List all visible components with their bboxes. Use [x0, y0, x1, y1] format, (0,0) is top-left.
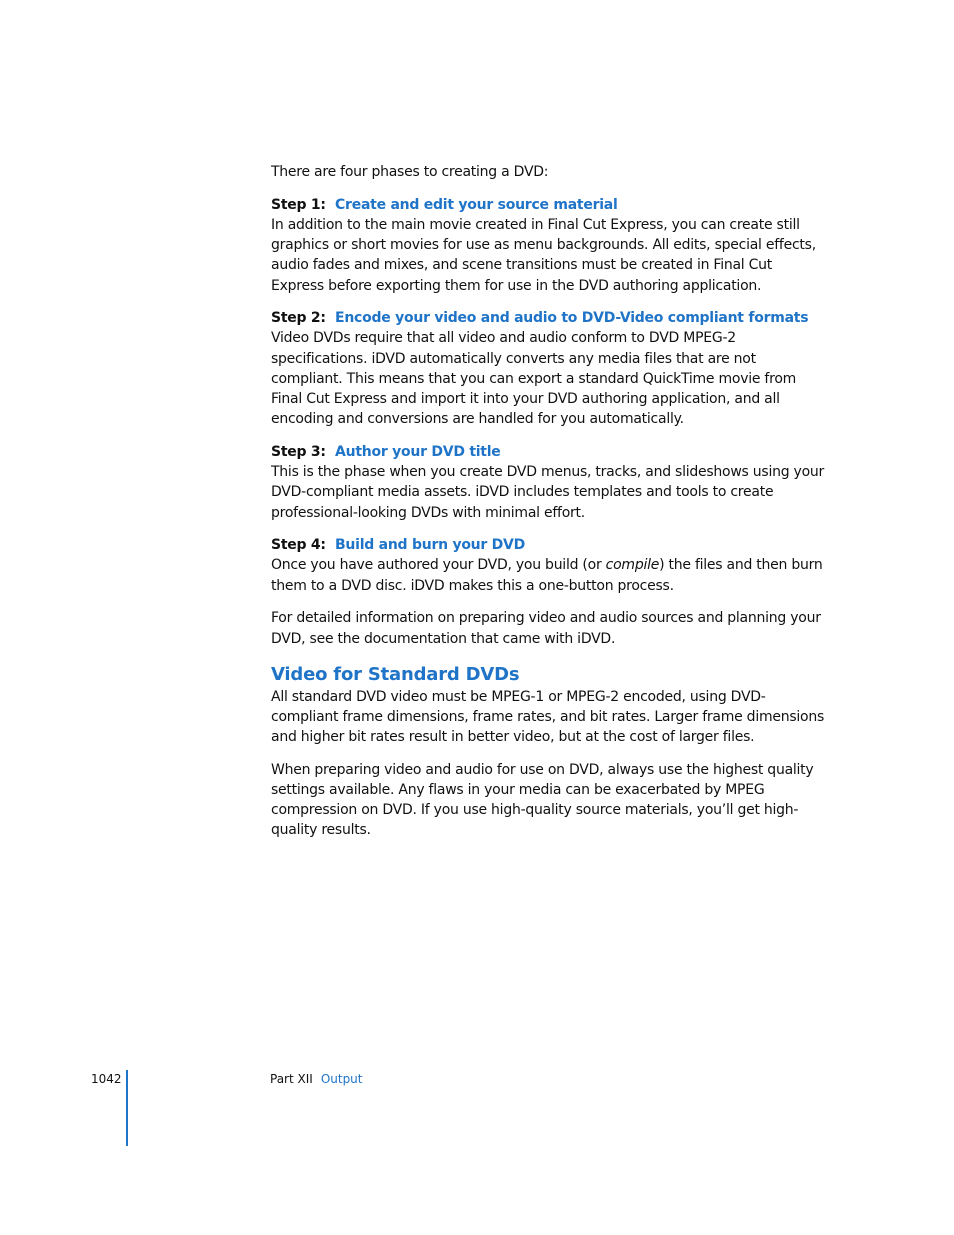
footer-part	[270, 1072, 363, 1086]
step-2-heading	[271, 308, 827, 328]
step-3-title[interactable]: Author your DVD title	[335, 443, 501, 460]
step-4-body-em: compile	[605, 557, 660, 574]
step-4-title[interactable]: Build and burn your DVD	[335, 537, 526, 554]
detail-paragraph: For detailed information on preparing video and audio sources and planning your DVD, see the documentation that came with iDVD.	[271, 610, 821, 647]
footer-part-name[interactable]: Output	[320, 1072, 363, 1086]
section-title: Video for Standard DVDs	[271, 663, 520, 685]
step-4-body	[271, 555, 827, 595]
step-4-body-before: Once you have authored your DVD, you build (or	[271, 557, 606, 574]
main-content	[271, 162, 827, 841]
step-1-body: In addition to the main movie created in Final Cut Express, you can create still graphics or short movies for use as menu backgrounds. All edits, special effects, audio fades and mixes, and scene transitions must be created in Final Cut Express before exporting them for use in the DVD authoring application.	[271, 216, 816, 294]
step-3-body: This is the phase when you create DVD menus, tracks, and slideshows using your DVD-compliant media assets. iDVD includes templates and tools to create professional-looking DVDs with minimal effort.	[271, 464, 825, 521]
section-paragraph-2: When preparing video and audio for use on DVD, always use the highest quality settings available. Any flaws in your media can be exacerbated by MPEG compression on DVD. If you use high-quality source materials, you’ll get high-quality results.	[271, 761, 814, 839]
step-3-heading	[271, 442, 827, 462]
step-4-body-after: ) the files and then burn them to a DVD disc. iDVD makes this a one-button process.	[271, 557, 823, 594]
step-2-title[interactable]: Encode your video and audio to DVD-Video compliant formats	[335, 310, 809, 327]
footer-divider	[126, 1070, 128, 1146]
footer-part-label: Part XII	[270, 1072, 313, 1086]
step-4-label: Step 4:	[271, 537, 326, 554]
intro-text: There are four phases to creating a DVD:	[271, 164, 549, 180]
step-2-label: Step 2:	[271, 310, 326, 327]
section-paragraph-1: All standard DVD video must be MPEG-1 or MPEG-2 encoded, using DVD-compliant frame dimensions, frame rates, and bit rates. Larger frame dimensions and higher bit rates result in better video, but at the cost of larger files.	[271, 688, 824, 746]
page-number: 1042	[91, 1072, 122, 1086]
step-4-heading	[271, 535, 827, 555]
step-3-label: Step 3:	[271, 443, 326, 460]
step-1-label: Step 1:	[271, 196, 326, 213]
step-2-body: Video DVDs require that all video and audio conform to DVD MPEG-2 specifications. iDVD automatically converts any media files that are not compliant. This means that you can export a standard QuickTime movie from Final Cut Express and import it into your DVD authoring application, and all encoding and conversions are handled for you automatically.	[271, 330, 797, 428]
step-1-heading	[271, 195, 827, 215]
step-1-title[interactable]: Create and edit your source material	[335, 196, 618, 213]
